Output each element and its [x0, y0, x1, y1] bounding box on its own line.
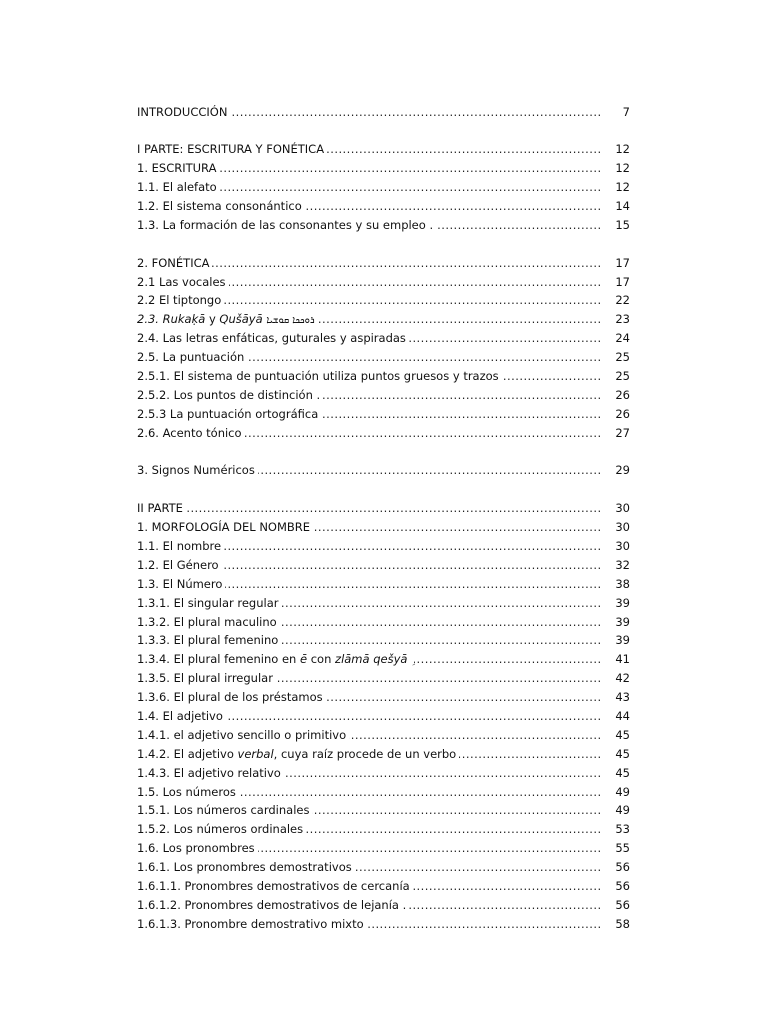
toc-entry-page: 43: [611, 688, 630, 707]
toc-entry-label-part: con: [307, 652, 336, 667]
toc-entry: [137, 386, 630, 405]
toc-entry-page: 45: [611, 726, 630, 745]
toc-entry-parte-2: [137, 499, 630, 518]
toc-entry-label-part: 1.4.2. El adjetivo: [137, 746, 238, 761]
toc-entry: [137, 197, 630, 216]
dot-leader: [137, 499, 600, 518]
toc-entry-label: 1.2. El Género: [137, 558, 222, 572]
toc-entry: [137, 348, 630, 367]
toc-entry-label-part: ē: [299, 652, 308, 667]
toc-entry-page: 27: [611, 424, 630, 443]
toc-entry-label: 1.6. Los pronombres: [137, 841, 258, 855]
toc-entry-label: 1.3. El Número: [137, 577, 225, 591]
toc-entry-page: 25: [611, 367, 630, 386]
toc-entry-adjetivo-verbal: [137, 745, 630, 764]
toc-entry: [137, 839, 630, 858]
toc-entry: [137, 726, 630, 745]
toc-entry-label: 2.5.2. Los puntos de distinción .: [137, 388, 323, 402]
toc-entry-page: 53: [611, 820, 630, 839]
toc-entry-page: 17: [611, 273, 630, 292]
toc-entry-page: 42: [611, 669, 630, 688]
toc-entry-label: 1.6.1.2. Pronombres demostrativos de lejanía .: [137, 898, 409, 912]
toc-entry-label: 1.6.1.3. Pronombre demostrativo mixto: [137, 917, 367, 931]
toc-entry: [137, 858, 630, 877]
toc-entry-plural-e: [137, 650, 630, 669]
toc-entry-label-part: y: [205, 312, 220, 327]
toc-group-fonetica-a: [137, 273, 630, 311]
toc-entry-label: II PARTE: [137, 501, 186, 515]
toc-entry-label: 1.5. Los números: [137, 785, 239, 799]
toc-entry-label: 1.3.5. El plural irregular: [137, 671, 276, 685]
toc-entry-label-part: 2.3. Rukaḳā: [137, 312, 206, 327]
section-gap: [137, 443, 630, 462]
toc-entry-label: 1. MORFOLOGÍA DEL NOMBRE: [137, 520, 313, 534]
toc-entry: [137, 688, 630, 707]
toc-entry: [137, 329, 630, 348]
toc-entry-rukaka: [137, 310, 630, 329]
toc-entry-page: 26: [611, 386, 630, 405]
toc-entry: [137, 216, 630, 235]
toc-entry-label: 1.4.1. el adjetivo sencillo o primitivo: [137, 728, 349, 742]
table-of-contents: [137, 103, 630, 934]
toc-entry-page: 17: [611, 254, 630, 273]
toc-entry-page: 12: [611, 178, 630, 197]
toc-entry-label: 1.3.3. El plural femenino: [137, 633, 281, 647]
toc-entry-page: 12: [611, 140, 630, 159]
toc-entry-page: 44: [611, 707, 630, 726]
toc-entry-label: 1.3.2. El plural maculino: [137, 615, 280, 629]
toc-entry-page: 29: [611, 461, 630, 480]
toc-entry-page: 30: [611, 518, 630, 537]
toc-entry-signos: [137, 461, 630, 480]
toc-entry: [137, 405, 630, 424]
toc-entry: [137, 820, 630, 839]
toc-entry: [137, 915, 630, 934]
toc-entry-label: 2.5. La puntuación: [137, 350, 247, 364]
toc-entry: [137, 537, 630, 556]
toc-entry-label: 2.6. Acento tónico: [137, 426, 245, 440]
toc-entry-page: 12: [611, 159, 630, 178]
toc-entry: [137, 669, 630, 688]
toc-entry-page: 49: [611, 783, 630, 802]
toc-entry-label: 1.1. El nombre: [137, 539, 224, 553]
toc-entry-page: 45: [611, 745, 630, 764]
toc-entry-page: 15: [611, 216, 630, 235]
toc-entry: [137, 877, 630, 896]
toc-entry-label: 1.4.3. El adjetivo relativo: [137, 766, 284, 780]
toc-entry: [137, 594, 630, 613]
toc-entry-label-part: zlāmā qešyā: [335, 652, 408, 667]
toc-entry: [137, 159, 630, 178]
toc-entry-label: 1.6.1. Los pronombres demostrativos: [137, 860, 355, 874]
syriac-word: ܪܘܟܟܐ ܩܘܫܝܐ: [266, 315, 315, 327]
toc-entry-page: 55: [611, 839, 630, 858]
toc-entry-label: 1.3.6. El plural de los préstamos: [137, 690, 326, 704]
toc-group-morfologia-a: [137, 518, 630, 650]
toc-entry-page: 23: [611, 310, 630, 329]
section-gap: [137, 121, 630, 140]
toc-entry-page: 24: [611, 329, 630, 348]
toc-entry-page: 39: [611, 594, 630, 613]
toc-entry-label: I PARTE: ESCRITURA Y FONÉTICA: [137, 142, 327, 156]
toc-entry-label: 1.4. El adjetivo: [137, 709, 226, 723]
toc-entry-page: 14: [611, 197, 630, 216]
toc-entry: [137, 273, 630, 292]
toc-entry-page: 41: [611, 650, 630, 669]
toc-entry-page: 30: [611, 499, 630, 518]
toc-group-fonetica-b: [137, 329, 630, 442]
toc-entry-page: 30: [611, 537, 630, 556]
toc-entry: [137, 631, 630, 650]
toc-entry-page: 25: [611, 348, 630, 367]
toc-entry-label-part: , cuya raíz procede de un verbo: [273, 746, 457, 761]
toc-entry-label: 1.5.1. Los números cardinales: [137, 803, 312, 817]
toc-entry-label: 1.1. El alefato: [137, 180, 220, 194]
toc-entry-label: 2.5.1. El sistema de puntuación utiliza puntos gruesos y trazos: [137, 369, 502, 383]
toc-entry-label: 1.2. El sistema consonántico: [137, 199, 305, 213]
toc-entry-parte-1: [137, 140, 630, 159]
toc-entry-label: 2.4. Las letras enfáticas, guturales y aspiradas: [137, 331, 409, 345]
toc-entry: [137, 801, 630, 820]
toc-group-morfologia-b: [137, 669, 630, 745]
toc-entry-page: 39: [611, 631, 630, 650]
toc-entry: [137, 613, 630, 632]
toc-entry-label-part: verbal: [237, 746, 274, 761]
toc-entry: [137, 556, 630, 575]
section-gap: [137, 235, 630, 254]
toc-entry-label: 1.5.2. Los números ordinales: [137, 822, 306, 836]
toc-entry-label-part: Qušāyā: [219, 312, 263, 327]
toc-entry-introduccion: [137, 103, 630, 122]
toc-entry-label: 1.6.1.1. Pronombres demostrativos de cercanía: [137, 879, 413, 893]
toc-entry-fonetica: [137, 254, 630, 273]
toc-entry: [137, 896, 630, 915]
toc-group-escritura: [137, 159, 630, 235]
toc-entry: [137, 783, 630, 802]
toc-entry-label: 2. FONÉTICA: [137, 256, 212, 270]
toc-entry-page: 32: [611, 556, 630, 575]
toc-entry-label: INTRODUCCIÓN: [137, 105, 230, 119]
toc-entry: [137, 291, 630, 310]
toc-entry-label-part: 1.3.4. El plural femenino en: [137, 652, 300, 667]
toc-entry: [137, 707, 630, 726]
toc-group-morfologia-c: [137, 764, 630, 934]
toc-entry: [137, 518, 630, 537]
toc-entry-label: 2.1 Las vocales: [137, 275, 229, 289]
toc-entry-label: 1.3.1. El singular regular: [137, 596, 282, 610]
toc-entry-label: 2.5.3 La puntuación ortográfica: [137, 407, 321, 421]
toc-entry-page: 38: [611, 575, 630, 594]
toc-entry: [137, 178, 630, 197]
toc-entry-page: 49: [611, 801, 630, 820]
toc-entry-page: 56: [611, 877, 630, 896]
toc-entry: [137, 764, 630, 783]
toc-entry: [137, 367, 630, 386]
toc-entry-page: 22: [611, 291, 630, 310]
toc-entry-label: 2.2 El tiptongo: [137, 293, 224, 307]
toc-entry-label: 1. ESCRITURA: [137, 161, 219, 175]
toc-entry: [137, 424, 630, 443]
toc-entry-page: 58: [611, 915, 630, 934]
toc-entry-page: 45: [611, 764, 630, 783]
toc-entry-page: 56: [611, 858, 630, 877]
toc-entry-page: 26: [611, 405, 630, 424]
section-gap: [137, 480, 630, 499]
toc-entry-page: 7: [619, 103, 630, 122]
toc-entry-label: 3. Signos Numéricos: [137, 463, 258, 477]
toc-entry-page: 39: [611, 613, 630, 632]
toc-entry: [137, 575, 630, 594]
toc-entry-page: 56: [611, 896, 630, 915]
toc-entry-label: 1.3. La formación de las consonantes y su empleo .: [137, 218, 436, 232]
